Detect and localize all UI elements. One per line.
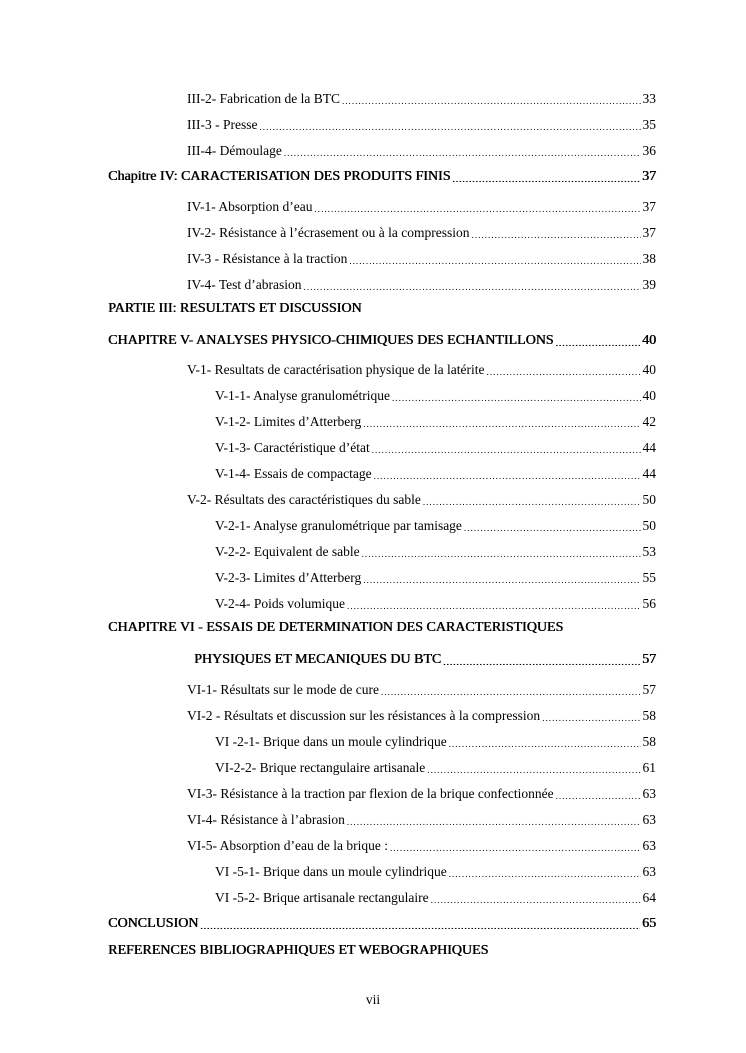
toc-entry-label: III-2- Fabrication de la BTC bbox=[187, 91, 340, 106]
toc-entry-page: 63 bbox=[642, 838, 656, 853]
toc-entry-label: VI -5-1- Brique dans un moule cylindrique bbox=[215, 864, 447, 879]
dot-leader bbox=[200, 920, 640, 932]
toc-entry[interactable] bbox=[215, 384, 656, 404]
dot-leader bbox=[449, 868, 641, 880]
dot-leader bbox=[555, 337, 640, 349]
dot-leader bbox=[472, 229, 641, 241]
toc-entry-label: Chapitre IV: CARACTERISATION DES PRODUITS FINIS bbox=[108, 169, 451, 184]
toc-entry[interactable] bbox=[215, 540, 656, 560]
toc-entry-label: V-1-4- Essais de compactage bbox=[215, 466, 372, 481]
toc-entry[interactable] bbox=[215, 756, 656, 776]
toc-chapter-heading[interactable]: CHAPITRE VI - ESSAIS DE DETERMINATION DES CARACTERISTIQUES bbox=[108, 620, 564, 635]
toc-chapter-entry[interactable] bbox=[194, 648, 656, 668]
toc-entry[interactable] bbox=[187, 273, 656, 293]
toc-entry[interactable] bbox=[187, 834, 656, 854]
toc-entry[interactable] bbox=[215, 860, 656, 880]
toc-entry-page: 37 bbox=[642, 225, 656, 240]
toc-entry[interactable] bbox=[187, 358, 656, 378]
dot-leader bbox=[259, 121, 640, 133]
toc-entry-label: VI-3- Résistance à la traction par flexion de la brique confectionnée bbox=[187, 786, 554, 801]
toc-entry-page: 57 bbox=[642, 652, 656, 667]
toc-entry[interactable] bbox=[215, 462, 656, 482]
dot-leader bbox=[342, 95, 641, 107]
toc-entry[interactable] bbox=[187, 195, 656, 215]
page-number: vii bbox=[365, 992, 381, 1007]
toc-entry-page: 50 bbox=[642, 518, 656, 533]
toc-entry-page: 44 bbox=[642, 440, 656, 455]
toc-entry-label: VI-4- Résistance à l’abrasion bbox=[187, 812, 345, 827]
toc-entry[interactable] bbox=[187, 247, 656, 267]
toc-entry-page: 37 bbox=[642, 169, 656, 184]
toc-entry-label: VI-1- Résultats sur le mode de cure bbox=[187, 682, 379, 697]
dot-leader bbox=[347, 600, 640, 612]
toc-entry-label: V-2-2- Equivalent de sable bbox=[215, 544, 360, 559]
toc-entry-page: 64 bbox=[642, 890, 656, 905]
dot-leader bbox=[487, 366, 641, 378]
dot-leader bbox=[431, 894, 641, 906]
toc-entry-page: 33 bbox=[642, 91, 656, 106]
toc-entry-label: IV-2- Résistance à l’écrasement ou à la compression bbox=[187, 225, 470, 240]
toc-entry[interactable] bbox=[215, 410, 656, 430]
toc-entry[interactable] bbox=[187, 113, 656, 133]
dot-leader bbox=[423, 496, 641, 508]
dot-leader bbox=[381, 686, 641, 698]
toc-entry-label: VI-5- Absorption d’eau de la brique : bbox=[187, 838, 388, 853]
toc-entry-page: 37 bbox=[642, 199, 656, 214]
toc-entry-page: 56 bbox=[642, 596, 656, 611]
toc-entry[interactable] bbox=[187, 808, 656, 828]
dot-leader bbox=[372, 444, 641, 456]
toc-entry-page: 61 bbox=[642, 760, 656, 775]
dot-leader bbox=[390, 842, 641, 854]
toc-entry-label: VI -5-2- Brique artisanale rectangulaire bbox=[215, 890, 429, 905]
dot-leader bbox=[443, 656, 640, 668]
toc-entry-label: VI -2-1- Brique dans un moule cylindrique bbox=[215, 734, 447, 749]
dot-leader bbox=[464, 522, 641, 534]
toc-entry[interactable] bbox=[215, 514, 656, 534]
toc-entry[interactable] bbox=[187, 221, 656, 241]
toc-entry-label: III-4- Démoulage bbox=[187, 143, 282, 158]
toc-entry-page: 42 bbox=[642, 414, 656, 429]
dot-leader bbox=[449, 738, 641, 750]
toc-part-heading[interactable]: PARTIE III: RESULTATS ET DISCUSSION bbox=[108, 301, 362, 316]
dot-leader bbox=[363, 574, 640, 586]
toc-chapter-entry[interactable] bbox=[108, 165, 656, 185]
toc-entry-page: 36 bbox=[642, 143, 656, 158]
dot-leader bbox=[347, 816, 641, 828]
toc-entry-label: V-1- Resultats de caractérisation physique de la latérite bbox=[187, 362, 485, 377]
toc-entry-label: III-3 - Presse bbox=[187, 117, 258, 132]
toc-entry-label: IV-1- Absorption d’eau bbox=[187, 199, 313, 214]
toc-entry-page: 63 bbox=[642, 786, 656, 801]
toc-references-heading[interactable]: REFERENCES BIBLIOGRAPHIQUES ET WEBOGRAPHIQUES bbox=[108, 943, 489, 958]
toc-entry-page: 58 bbox=[642, 734, 656, 749]
toc-entry[interactable] bbox=[215, 730, 656, 750]
toc-entry-label: IV-4- Test d’abrasion bbox=[187, 277, 302, 292]
dot-leader bbox=[452, 173, 640, 185]
toc-entry-label: V-2-4- Poids volumique bbox=[215, 596, 346, 611]
dot-leader bbox=[542, 712, 640, 724]
dot-leader bbox=[314, 203, 640, 215]
toc-entry-label: V-1-3- Caractéristique d’état bbox=[215, 440, 370, 455]
toc-chapter-entry[interactable] bbox=[108, 329, 656, 349]
dot-leader bbox=[284, 147, 641, 159]
toc-entry-page: 50 bbox=[642, 492, 656, 507]
dot-leader bbox=[427, 764, 640, 776]
toc-entry-label: V-1-2- Limites d’Atterberg bbox=[215, 414, 362, 429]
toc-entry-page: 40 bbox=[642, 388, 656, 403]
toc-entry-page: 58 bbox=[642, 708, 656, 723]
dot-leader bbox=[363, 418, 640, 430]
dot-leader bbox=[362, 548, 641, 560]
toc-entry-page: 40 bbox=[642, 362, 656, 377]
toc-entry-page: 53 bbox=[642, 544, 656, 559]
dot-leader bbox=[349, 255, 640, 267]
toc-entry[interactable] bbox=[215, 566, 656, 586]
toc-entry-label: PHYSIQUES ET MECANIQUES DU BTC bbox=[194, 652, 442, 667]
toc-entry-label: VI-2-2- Brique rectangulaire artisanale bbox=[215, 760, 426, 775]
toc-entry-page: 65 bbox=[642, 916, 656, 931]
toc-entry-label: V-2-1- Analyse granulométrique par tamisage bbox=[215, 518, 462, 533]
toc-entry[interactable] bbox=[187, 87, 656, 107]
toc-entry-page: 38 bbox=[642, 251, 656, 266]
toc-entry-label: IV-3 - Résistance à la traction bbox=[187, 251, 348, 266]
toc-entry-label: CHAPITRE V- ANALYSES PHYSICO-CHIMIQUES DES ECHANTILLONS bbox=[108, 333, 554, 348]
toc-entry-label: VI-2 - Résultats et discussion sur les résistances à la compression bbox=[187, 708, 541, 723]
toc-entry-label: V-2- Résultats des caractéristiques du sable bbox=[187, 492, 421, 507]
toc-entry-page: 57 bbox=[642, 682, 656, 697]
toc-entry[interactable] bbox=[187, 704, 656, 724]
toc-entry[interactable] bbox=[215, 592, 656, 612]
toc-entry[interactable] bbox=[187, 488, 656, 508]
toc-entry-page: 63 bbox=[642, 812, 656, 827]
toc-chapter-entry[interactable] bbox=[108, 912, 656, 932]
toc-entry[interactable] bbox=[215, 436, 656, 456]
toc-entry-label: V-2-3- Limites d’Atterberg bbox=[215, 570, 362, 585]
toc-entry-page: 39 bbox=[642, 277, 656, 292]
toc-entry-page: 44 bbox=[642, 466, 656, 481]
toc-entry-label: CONCLUSION bbox=[108, 916, 199, 931]
toc-entry-page: 35 bbox=[642, 117, 656, 132]
dot-leader bbox=[556, 790, 641, 802]
toc-entry-label: V-1-1- Analyse granulométrique bbox=[215, 388, 390, 403]
dot-leader bbox=[304, 281, 641, 293]
toc-entry[interactable] bbox=[187, 678, 656, 698]
dot-leader bbox=[392, 392, 641, 404]
dot-leader bbox=[374, 470, 641, 482]
toc-entry[interactable] bbox=[215, 886, 656, 906]
toc-entry[interactable] bbox=[187, 139, 656, 159]
toc-entry-page: 63 bbox=[642, 864, 656, 879]
toc-entry-page: 40 bbox=[642, 333, 656, 348]
toc-entry[interactable] bbox=[187, 782, 656, 802]
toc-entry-page: 55 bbox=[642, 570, 656, 585]
